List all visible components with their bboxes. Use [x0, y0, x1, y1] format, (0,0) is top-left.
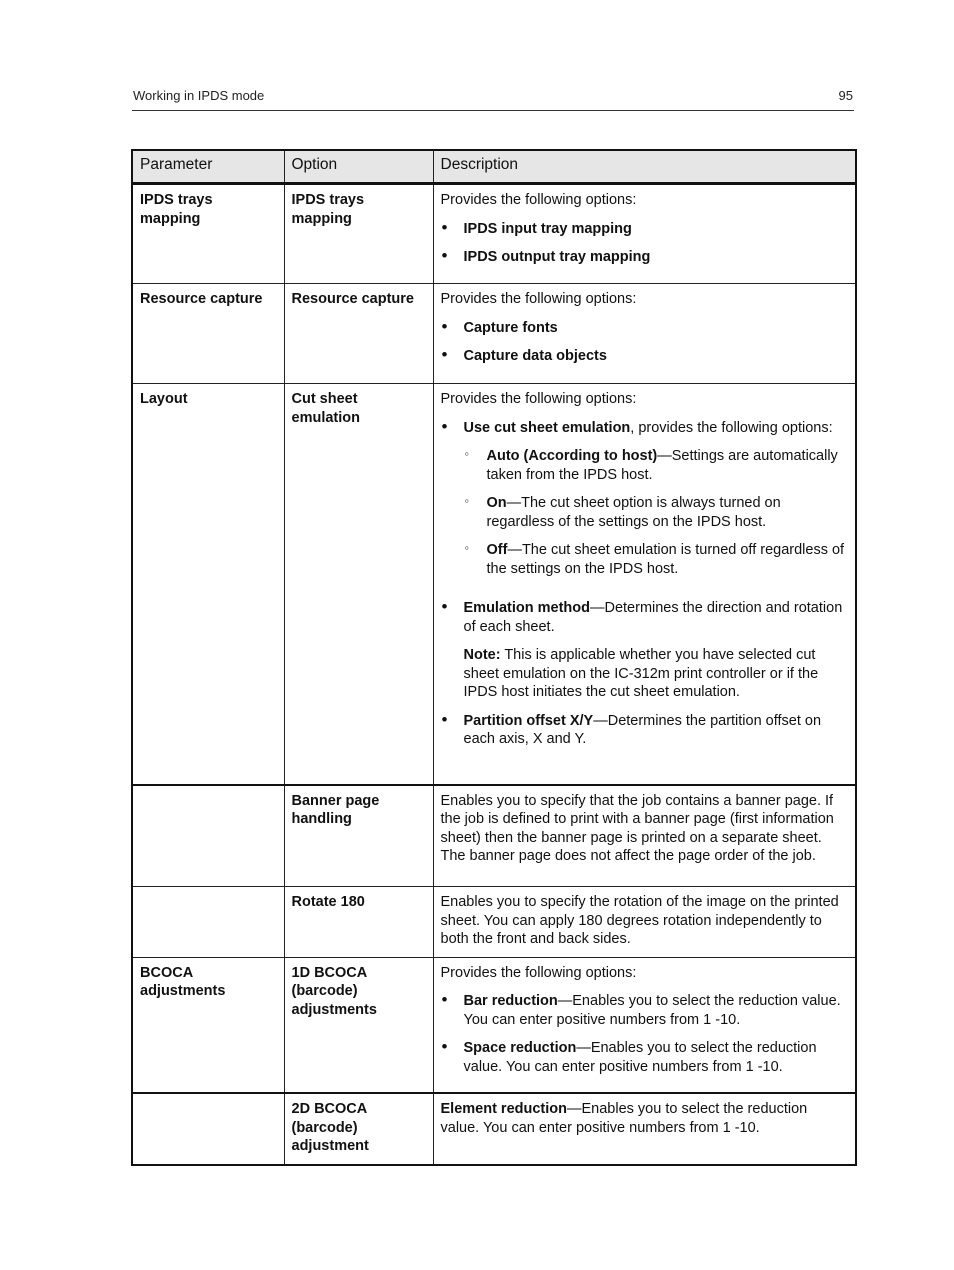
- table-row: [132, 957, 856, 1093]
- description-cell: [433, 284, 856, 384]
- item-term: Bar reduction: [463, 993, 558, 1009]
- sub-list-item: [464, 494, 849, 531]
- description-intro: Provides the following options:: [440, 964, 637, 981]
- table-row: [132, 284, 856, 384]
- note-text: This is applicable whether you have selected cut sheet emulation on the IC-312m print controller or if the IPDS host initiates the cut sheet emulation.: [463, 647, 819, 700]
- item-term: IPDS input tray mapping: [463, 220, 632, 237]
- item-text: —The cut sheet option is always turned on regardless of the settings on the IPDS host.: [486, 495, 781, 530]
- description-cell: Enables you to specify the rotation of the image on the printed sheet. You can apply 180 degrees rotation independently to both the front and back sides.: [433, 887, 856, 958]
- description-intro: Provides the following options:: [440, 391, 637, 407]
- sub-list-item: [464, 447, 849, 484]
- table-row: [132, 887, 856, 958]
- list-item: [441, 712, 849, 749]
- option-cell: Banner page handling: [284, 785, 433, 887]
- option-list: [441, 319, 849, 366]
- option-cell: Cut sheet emulation: [284, 384, 433, 785]
- list-item: [441, 319, 849, 338]
- parameter-cell: [132, 785, 284, 887]
- item-term: On: [486, 495, 507, 511]
- item-text: —The cut sheet emulation is turned off regardless of the settings on the IPDS host.: [486, 542, 845, 577]
- option-cell: Rotate 180: [284, 887, 433, 958]
- description-cell: [433, 1093, 856, 1165]
- item-term: Use cut sheet emulation: [463, 419, 631, 436]
- column-header-option: Option: [284, 150, 433, 184]
- option-cell: 1D BCOCA (barcode) adjustments: [284, 957, 433, 1093]
- note-label: Note:: [463, 647, 501, 663]
- description-cell: [433, 384, 856, 785]
- item-term: Partition offset X/Y: [463, 712, 594, 729]
- parameter-cell: [132, 1093, 284, 1165]
- option-list: [441, 992, 849, 1076]
- item-text: —Enables you to select the reduction value. You can enter positive numbers from 1 -10.: [463, 1040, 817, 1075]
- option-cell: 2D BCOCA (barcode) adjustment: [284, 1093, 433, 1165]
- item-text: —Settings are automatically taken from the IPDS host.: [486, 448, 838, 483]
- item-term: Auto (According to host): [486, 448, 658, 464]
- item-term: Capture fonts: [463, 319, 558, 336]
- list-item: [441, 220, 849, 239]
- option-list: [441, 419, 849, 749]
- item-term: IPDS outnput tray mapping: [463, 249, 651, 265]
- parameter-cell: [132, 887, 284, 958]
- list-item: [441, 599, 849, 702]
- column-header-parameter: Parameter: [132, 150, 284, 184]
- parameters-table: [131, 149, 857, 1166]
- table-row: [132, 384, 856, 785]
- item-text: , provides the following options:: [630, 419, 833, 436]
- item-term: Space reduction: [463, 1040, 577, 1056]
- list-item: [441, 347, 849, 366]
- item-term: Emulation method: [463, 600, 590, 616]
- description-intro: Provides the following options:: [440, 291, 637, 307]
- description-cell: [433, 957, 856, 1093]
- option-cell: Resource capture: [284, 284, 433, 384]
- sub-list-item: [464, 541, 849, 578]
- table-row: [132, 785, 856, 887]
- table-header-row: [132, 150, 856, 184]
- list-item: [441, 248, 849, 267]
- parameter-cell: Layout: [132, 384, 284, 785]
- table-row: [132, 184, 856, 284]
- description-intro: Provides the following options:: [440, 192, 637, 208]
- running-title: Working in IPDS mode: [133, 88, 265, 103]
- parameter-cell: IPDS trays mapping: [132, 184, 284, 284]
- item-term: Capture data objects: [463, 348, 607, 364]
- item-term: Off: [486, 542, 508, 558]
- option-cell: IPDS trays mapping: [284, 184, 433, 284]
- list-item: [441, 1039, 849, 1076]
- page-number: 95: [838, 88, 853, 103]
- list-item: [441, 992, 849, 1029]
- list-item: [441, 419, 849, 579]
- column-header-description: Description: [433, 150, 856, 184]
- description-cell: Enables you to specify that the job contains a banner page. If the job is defined to print with a banner page (first information sheet) then the banner page is printed on a separate sheet. The banner page does not affect the page order of the job.: [433, 785, 856, 887]
- parameter-cell: BCOCA adjustments: [132, 957, 284, 1093]
- description-cell: [433, 184, 856, 284]
- sub-option-list: [464, 447, 849, 578]
- item-text: —Enables you to select the reduction value. You can enter positive numbers from 1 -10.: [463, 993, 841, 1028]
- parameter-cell: Resource capture: [132, 284, 284, 384]
- item-text: —Determines the partition offset on each axis, X and Y.: [463, 712, 822, 747]
- page-header: [132, 88, 854, 111]
- note: [464, 646, 849, 702]
- item-text: —Enables you to select the reduction value. You can enter positive numbers from 1 -10.: [440, 1101, 808, 1136]
- item-text: —Determines the direction and rotation of each sheet.: [463, 600, 843, 635]
- item-term: Element reduction: [440, 1101, 567, 1117]
- table-row: [132, 1093, 856, 1165]
- option-list: [441, 220, 849, 267]
